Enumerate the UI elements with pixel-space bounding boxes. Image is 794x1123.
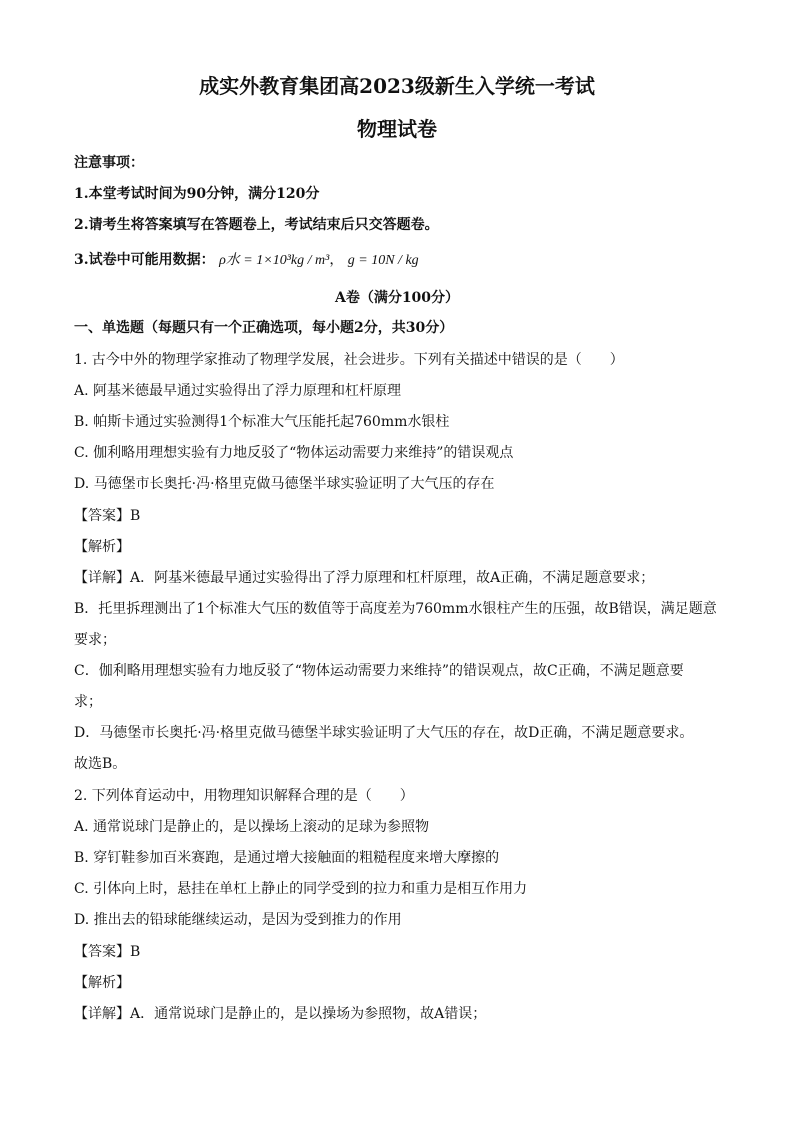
q1-detail-c-line1: C．伽利略用理想实验有力地反驳了“物体运动需要力来维持”的错误观点，故C正确，不满足题意要	[74, 663, 684, 679]
q1-choose: 故选B。	[74, 756, 127, 772]
q1-stem: 1. 古今中外的物理学家推动了物理学发展，社会进步。下列有关描述中错误的是（ ）	[74, 352, 624, 368]
q1-option-b: B. 帕斯卡通过实验测得1个标准大气压能托起760mm水银柱	[74, 414, 450, 430]
water-density-formula: ρ水 = 1×10³kg / m³	[219, 253, 330, 268]
note-item-3-label: 3.试卷中可能用数据：	[74, 252, 215, 268]
note-item-1: 1.本堂考试时间为90分钟，满分120分	[74, 186, 320, 202]
exam-subtitle: 物理试卷	[357, 117, 437, 141]
section-a-heading: A卷（满分100分）	[334, 290, 460, 306]
notes-heading: 注意事项：	[74, 155, 144, 171]
q2-option-d: D. 推出去的铅球能继续运动，是因为受到推力的作用	[74, 912, 402, 928]
note-item-3	[74, 249, 419, 269]
q1-option-c: C. 伽利略用理想实验有力地反驳了“物体运动需要力来维持”的错误观点	[74, 445, 514, 461]
q2-option-b: B. 穿钉鞋参加百米赛跑，是通过增大接触面的粗糙程度来增大摩擦的	[74, 850, 500, 866]
q1-detail-b-line2: 要求；	[74, 632, 116, 648]
q1-detail-d: D．马德堡市长奥托·冯·格里克做马德堡半球实验证明了大气压的存在，故D正确，不满足题意要求。	[74, 725, 694, 741]
section-1-heading: 一、单选题（每题只有一个正确选项，每小题2分，共30分）	[74, 320, 454, 336]
q2-detail-a: 【详解】A．通常说球门是静止的，是以操场为参照物，故A错误；	[74, 1006, 487, 1022]
q1-option-a: A. 阿基米德最早通过实验得出了浮力原理和杠杆原理	[74, 383, 402, 399]
q2-option-c: C. 引体向上时，悬挂在单杠上静止的同学受到的拉力和重力是相互作用力	[74, 881, 528, 897]
q1-detail-a: 【详解】A．阿基米德最早通过实验得出了浮力原理和杠杆原理，故A正确，不满足题意要求；	[74, 570, 655, 586]
q2-answer: 【答案】B	[74, 944, 141, 960]
note-item-2: 2.请考生将答案填写在答题卷上，考试结束后只交答题卷。	[74, 217, 439, 233]
q1-detail-c-line2: 求；	[74, 694, 102, 710]
q1-answer: 【答案】B	[74, 508, 141, 524]
formula-separator: ，	[329, 252, 344, 268]
exam-title: 成实外教育集团高2023级新生入学统一考试	[199, 74, 595, 98]
q2-analysis-label: 【解析】	[74, 975, 130, 991]
q2-stem: 2. 下列体育运动中，用物理知识解释合理的是（ ）	[74, 788, 414, 804]
q2-option-a: A. 通常说球门是静止的，是以操场上滚动的足球为参照物	[74, 819, 430, 835]
q1-option-d: D. 马德堡市长奥托·冯·格里克做马德堡半球实验证明了大气压的存在	[74, 476, 495, 492]
q1-analysis-label: 【解析】	[74, 539, 130, 555]
gravity-formula: g = 10N / kg	[347, 253, 419, 268]
q1-detail-b-line1: B．托里拆理测出了1个标准大气压的数值等于高度差为760mm水银柱产生的压强，故B错误，满足题意	[74, 601, 717, 617]
